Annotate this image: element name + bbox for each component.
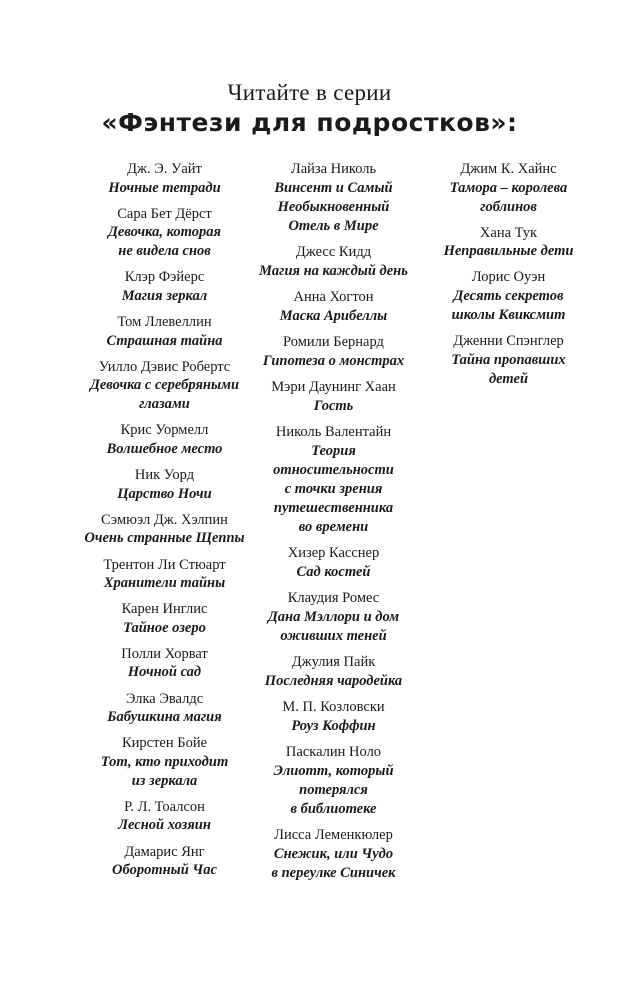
book-author: Анна Хогтон [293, 289, 374, 305]
book-author: Лорис Оуэн [471, 269, 546, 286]
book-title-line: Страшная тайна [106, 332, 223, 349]
book-author: Джесс Кидд [295, 244, 372, 260]
book-title-line: Магия на каждый день [259, 262, 408, 279]
book-entry [231, 826, 436, 883]
book-author: Трентон Ли Стюарт [103, 556, 226, 573]
book-title-line: оживших теней [280, 627, 387, 644]
book-title-line: Очень странные Щеппы [84, 530, 245, 547]
book-entry [231, 423, 436, 537]
book-title-line: школы Квиксмит [451, 306, 566, 323]
book-title-line: Снежик, или Чудо [273, 845, 394, 862]
book-author: Дж. Э. Уайт [127, 161, 202, 177]
book-title-line: Элиотт, который [273, 762, 394, 779]
book-title-line: Дана Мэллори и дом [267, 608, 400, 625]
book-entry [406, 268, 611, 325]
book-author: Карен Инглис [121, 601, 208, 618]
book-author: Крис Уормелл [120, 422, 209, 439]
book-title-line: Хранители тайны [103, 575, 226, 591]
book-title-line: Волшебное место [106, 440, 223, 457]
book-title-line: Тайное озеро [123, 619, 206, 636]
book-author: Джим К. Хайнс [460, 161, 557, 177]
book-title-line: Царство Ночи [117, 485, 212, 502]
book-title-line: Последняя чародейка [264, 672, 403, 689]
book-author: Полли Хорват [121, 645, 208, 662]
book-author: Мэри Даунинг Хаан [271, 379, 396, 395]
book-author: М. П. Козловски [282, 699, 385, 715]
book-entry [406, 160, 611, 217]
book-title-line: Десять секретов [453, 287, 564, 304]
book-title-line: детей [488, 370, 529, 387]
book-title-line: Девочка с серебряными [89, 377, 240, 394]
book-author: Сара Бет Дёрст [117, 205, 212, 222]
book-title-line: Тамора – королева [449, 179, 568, 196]
book-author: Уилло Дэвис Робертс [98, 358, 231, 375]
book-title-line: в переулке Синичек [271, 864, 396, 881]
book-title-line: потерялся [299, 781, 368, 798]
book-title-line: Неправильные дети [443, 243, 574, 260]
book-title-line: Тот, кто приходит [100, 753, 229, 770]
book-title-line: Винсент и Самый [274, 179, 393, 196]
book-author: Р. Л. Тоалсон [124, 798, 205, 815]
book-author: Николь Валентайн [275, 424, 392, 440]
book-title-line: гоблинов [480, 198, 537, 215]
book-column-3 [406, 160, 611, 389]
book-title-line: Гость [313, 397, 354, 414]
book-title-line: с точки зрения [284, 480, 383, 497]
book-author: Паскалин Ноло [285, 744, 382, 760]
book-title-line: относительности [273, 461, 394, 478]
book-author: Клаудия Ромес [287, 590, 380, 606]
series-heading-line2: «Фэнтези для подростков»: [101, 108, 518, 137]
book-author: Дамарис Янг [124, 843, 205, 860]
book-entry [231, 698, 436, 736]
book-title-line: Сад костей [296, 563, 371, 580]
book-author: Клэр Фэйерс [124, 269, 205, 286]
book-title-line: глазами [139, 396, 190, 413]
book-author: Ромили Бернард [283, 334, 384, 350]
book-author: Сэмюэл Дж. Хэлпин [101, 511, 228, 528]
book-author: Лисса Леменкюлер [274, 827, 393, 843]
book-entry [406, 332, 611, 389]
book-title-line: Гипотеза о монстрах [262, 352, 405, 369]
book-entry [231, 743, 436, 819]
book-author: Кирстен Бойе [121, 735, 208, 752]
book-title-line: Оборотный Час [112, 862, 217, 879]
book-title-line: Бабушкина магия [107, 709, 222, 726]
book-author: Ник Уорд [134, 467, 195, 484]
series-heading-line1: Читайте в серии [227, 80, 392, 105]
book-title-line: Необыкновенный [277, 198, 390, 215]
book-title-line: Роуз Коффин [291, 717, 376, 734]
book-author: Том Ллевеллин [117, 314, 212, 331]
book-title-line: Отель в Мире [288, 217, 379, 234]
book-title-line: Ночные тетради [108, 179, 221, 196]
book-entry [406, 224, 611, 262]
book-title-line: Лесной хозяин [118, 817, 211, 834]
book-title-line: Магия зеркал [121, 287, 208, 304]
book-author: Элка Эвалдс [125, 690, 204, 707]
book-author: Хизер Касснер [287, 545, 380, 561]
book-entry [231, 589, 436, 646]
book-author: Лайза Николь [290, 161, 377, 177]
book-author: Дженни Спэнглер [453, 333, 564, 350]
book-title-line: Ночной сад [127, 664, 202, 681]
book-title-line: путешественника [273, 499, 394, 516]
book-title-line: не видела снов [118, 243, 211, 260]
book-title-line: Теория [311, 442, 356, 459]
book-title-line: в библиотеке [290, 800, 377, 817]
book-title-line: Девочка, которая [108, 224, 221, 241]
book-title-line: во времени [298, 518, 369, 535]
book-entry [231, 544, 436, 582]
book-title-line: Тайна пропавших [451, 351, 566, 368]
book-author: Хана Тук [479, 224, 538, 241]
book-title-line: из зеркала [131, 772, 198, 789]
book-entry [231, 653, 436, 691]
book-author: Джулия Пайк [291, 654, 376, 670]
book-title-line: Маска Арибеллы [279, 307, 388, 324]
